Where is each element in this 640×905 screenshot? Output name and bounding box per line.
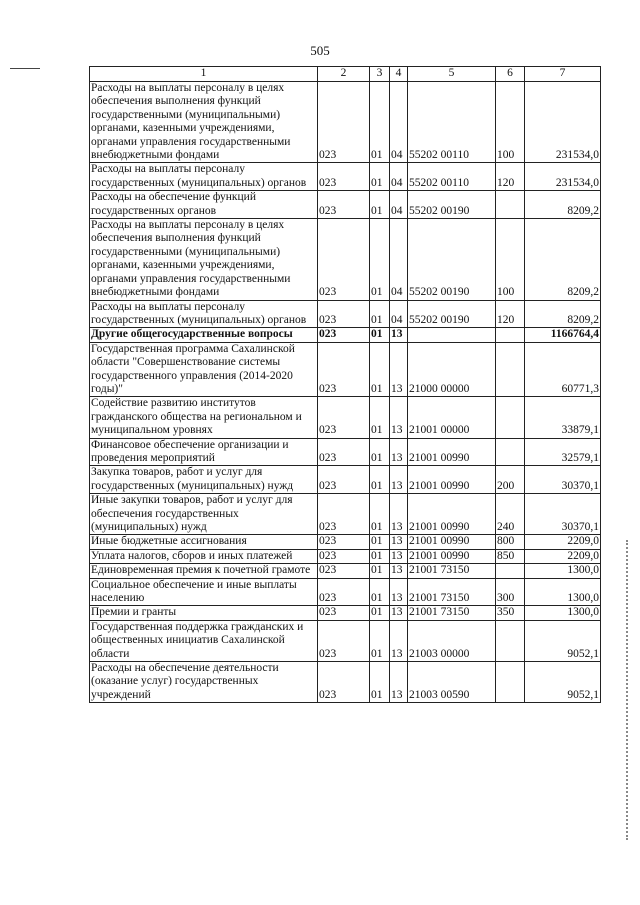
- row-amount: 1300,0: [525, 564, 601, 578]
- row-name: Социальное обеспечение и иные выплаты населению: [90, 578, 318, 606]
- row-section-code: 01: [370, 620, 390, 661]
- row-amount: 2209,0: [525, 549, 601, 563]
- row-section-code: 01: [370, 494, 390, 535]
- row-subsection-code: 13: [390, 578, 408, 606]
- row-ved-code: 023: [318, 219, 370, 300]
- row-ved-code: 023: [318, 328, 370, 342]
- header-col-4: 4: [390, 67, 408, 82]
- header-row: [90, 67, 601, 82]
- row-subsection-code: 13: [390, 606, 408, 620]
- table-row: [90, 397, 601, 438]
- row-expense-type: [496, 342, 525, 397]
- row-expense-type: 850: [496, 549, 525, 563]
- row-expense-type: [496, 564, 525, 578]
- row-subsection-code: 13: [390, 620, 408, 661]
- table-row: [90, 535, 601, 549]
- row-target-article: 55202 00110: [408, 163, 496, 191]
- table-row: [90, 438, 601, 466]
- row-subsection-code: 04: [390, 82, 408, 163]
- row-name: Единовременная премия к почетной грамоте: [90, 564, 318, 578]
- row-section-code: 01: [370, 466, 390, 494]
- row-section-code: 01: [370, 397, 390, 438]
- row-target-article: 55202 00190: [408, 300, 496, 328]
- table-row: [90, 300, 601, 328]
- row-expense-type: 100: [496, 219, 525, 300]
- table-row: [90, 620, 601, 661]
- row-subsection-code: 04: [390, 219, 408, 300]
- header-col-3: 3: [370, 67, 390, 82]
- row-ved-code: 023: [318, 494, 370, 535]
- header-col-1: 1: [90, 67, 318, 82]
- row-expense-type: [496, 662, 525, 703]
- row-section-code: 01: [370, 300, 390, 328]
- row-target-article: 55202 00110: [408, 82, 496, 163]
- row-amount: 1300,0: [525, 606, 601, 620]
- table-row: [90, 578, 601, 606]
- table-row: [90, 564, 601, 578]
- row-name: Уплата налогов, сборов и иных платежей: [90, 549, 318, 563]
- row-subsection-code: 13: [390, 535, 408, 549]
- row-target-article: 21001 00990: [408, 535, 496, 549]
- table-row: [90, 163, 601, 191]
- row-ved-code: 023: [318, 342, 370, 397]
- row-name: Закупка товаров, работ и услуг для государственных (муниципальных) нужд: [90, 466, 318, 494]
- row-name: Расходы на выплаты персоналу государственных (муниципальных) органов: [90, 300, 318, 328]
- row-amount: 30370,1: [525, 466, 601, 494]
- row-section-code: 01: [370, 535, 390, 549]
- table-row: [90, 494, 601, 535]
- table-row: [90, 342, 601, 397]
- row-amount: 60771,3: [525, 342, 601, 397]
- row-section-code: 01: [370, 191, 390, 219]
- row-target-article: 21003 00000: [408, 620, 496, 661]
- header-col-2: 2: [318, 67, 370, 82]
- row-section-code: 01: [370, 342, 390, 397]
- row-amount: 9052,1: [525, 620, 601, 661]
- table-row: [90, 606, 601, 620]
- row-ved-code: 023: [318, 82, 370, 163]
- row-ved-code: 023: [318, 397, 370, 438]
- header-col-7: 7: [525, 67, 601, 82]
- table-row: [90, 219, 601, 300]
- row-expense-type: 100: [496, 82, 525, 163]
- row-ved-code: 023: [318, 191, 370, 219]
- table-row: [90, 328, 601, 342]
- row-expense-type: 800: [496, 535, 525, 549]
- row-ved-code: 023: [318, 438, 370, 466]
- row-subsection-code: 13: [390, 494, 408, 535]
- row-subsection-code: 04: [390, 163, 408, 191]
- row-amount: 2209,0: [525, 535, 601, 549]
- row-name: Расходы на выплаты персоналу государственных (муниципальных) органов: [90, 163, 318, 191]
- row-amount: 33879,1: [525, 397, 601, 438]
- row-subsection-code: 13: [390, 438, 408, 466]
- row-target-article: [408, 328, 496, 342]
- header-col-5: 5: [408, 67, 496, 82]
- row-amount: 32579,1: [525, 438, 601, 466]
- row-expense-type: [496, 397, 525, 438]
- row-amount: 1300,0: [525, 578, 601, 606]
- row-ved-code: 023: [318, 549, 370, 563]
- row-subsection-code: 13: [390, 549, 408, 563]
- row-target-article: 21001 73150: [408, 606, 496, 620]
- row-expense-type: [496, 191, 525, 219]
- row-name: Премии и гранты: [90, 606, 318, 620]
- row-subsection-code: 13: [390, 328, 408, 342]
- row-amount: 9052,1: [525, 662, 601, 703]
- row-section-code: 01: [370, 163, 390, 191]
- row-section-code: 01: [370, 549, 390, 563]
- row-amount: 8209,2: [525, 300, 601, 328]
- row-expense-type: [496, 620, 525, 661]
- row-ved-code: 023: [318, 163, 370, 191]
- row-ved-code: 023: [318, 620, 370, 661]
- row-name: Расходы на выплаты персоналу в целях обеспечения выполнения функций государственными (муниципальными) органами, казенными учреждениями, органами управления государственными внебюджетными фондами: [90, 82, 318, 163]
- row-expense-type: 120: [496, 163, 525, 191]
- row-ved-code: 023: [318, 300, 370, 328]
- row-expense-type: 350: [496, 606, 525, 620]
- row-amount: 1166764,4: [525, 328, 601, 342]
- row-subsection-code: 13: [390, 397, 408, 438]
- table-row: [90, 662, 601, 703]
- row-section-code: 01: [370, 328, 390, 342]
- row-ved-code: 023: [318, 564, 370, 578]
- row-subsection-code: 13: [390, 466, 408, 494]
- row-name: Содействие развитию институтов гражданского общества на региональном и муниципальном уровнях: [90, 397, 318, 438]
- row-target-article: 55202 00190: [408, 191, 496, 219]
- row-target-article: 21000 00000: [408, 342, 496, 397]
- table-row: [90, 466, 601, 494]
- row-name: Расходы на выплаты персоналу в целях обеспечения выполнения функций государственными (муниципальными) органами, казенными учреждениями, органами управления государственными внебюджетными фондами: [90, 219, 318, 300]
- row-subsection-code: 13: [390, 662, 408, 703]
- row-subsection-code: 04: [390, 191, 408, 219]
- row-section-code: 01: [370, 82, 390, 163]
- row-amount: 8209,2: [525, 191, 601, 219]
- row-expense-type: [496, 438, 525, 466]
- row-section-code: 01: [370, 564, 390, 578]
- row-expense-type: [496, 328, 525, 342]
- row-name: Финансовое обеспечение организации и проведения мероприятий: [90, 438, 318, 466]
- row-ved-code: 023: [318, 662, 370, 703]
- row-expense-type: 120: [496, 300, 525, 328]
- budget-table: [89, 66, 601, 703]
- table-row: [90, 549, 601, 563]
- row-name: Государственная программа Сахалинской области "Совершенствование системы государственного управления (2014-2020 годы)": [90, 342, 318, 397]
- row-section-code: 01: [370, 662, 390, 703]
- row-amount: 30370,1: [525, 494, 601, 535]
- row-name: Иные закупки товаров, работ и услуг для обеспечения государственных (муниципальных) нужд: [90, 494, 318, 535]
- margin-mark: [10, 68, 40, 69]
- row-amount: 231534,0: [525, 163, 601, 191]
- row-subsection-code: 04: [390, 300, 408, 328]
- row-name: Расходы на обеспечение деятельности (оказание услуг) государственных учреждений: [90, 662, 318, 703]
- row-subsection-code: 13: [390, 342, 408, 397]
- table-body: [90, 82, 601, 703]
- row-name: Другие общегосударственные вопросы: [90, 328, 318, 342]
- header-col-6: 6: [496, 67, 525, 82]
- row-amount: 8209,2: [525, 219, 601, 300]
- row-amount: 231534,0: [525, 82, 601, 163]
- row-target-article: 21001 00990: [408, 494, 496, 535]
- row-expense-type: 240: [496, 494, 525, 535]
- page-number: 505: [310, 43, 330, 58]
- row-section-code: 01: [370, 606, 390, 620]
- row-target-article: 55202 00190: [408, 219, 496, 300]
- row-section-code: 01: [370, 438, 390, 466]
- row-ved-code: 023: [318, 578, 370, 606]
- table-row: [90, 82, 601, 163]
- row-name: Расходы на обеспечение функций государственных органов: [90, 191, 318, 219]
- row-subsection-code: 13: [390, 564, 408, 578]
- row-target-article: 21001 00990: [408, 438, 496, 466]
- row-name: Государственная поддержка гражданских и общественных инициатив Сахалинской области: [90, 620, 318, 661]
- row-expense-type: 200: [496, 466, 525, 494]
- row-expense-type: 300: [496, 578, 525, 606]
- row-target-article: 21001 00000: [408, 397, 496, 438]
- row-name: Иные бюджетные ассигнования: [90, 535, 318, 549]
- row-target-article: 21001 00990: [408, 466, 496, 494]
- row-target-article: 21003 00590: [408, 662, 496, 703]
- row-ved-code: 023: [318, 466, 370, 494]
- row-section-code: 01: [370, 578, 390, 606]
- row-target-article: 21001 00990: [408, 549, 496, 563]
- binding-mark: [626, 540, 630, 840]
- row-ved-code: 023: [318, 535, 370, 549]
- row-ved-code: 023: [318, 606, 370, 620]
- row-section-code: 01: [370, 219, 390, 300]
- row-target-article: 21001 73150: [408, 564, 496, 578]
- table-row: [90, 191, 601, 219]
- row-target-article: 21001 73150: [408, 578, 496, 606]
